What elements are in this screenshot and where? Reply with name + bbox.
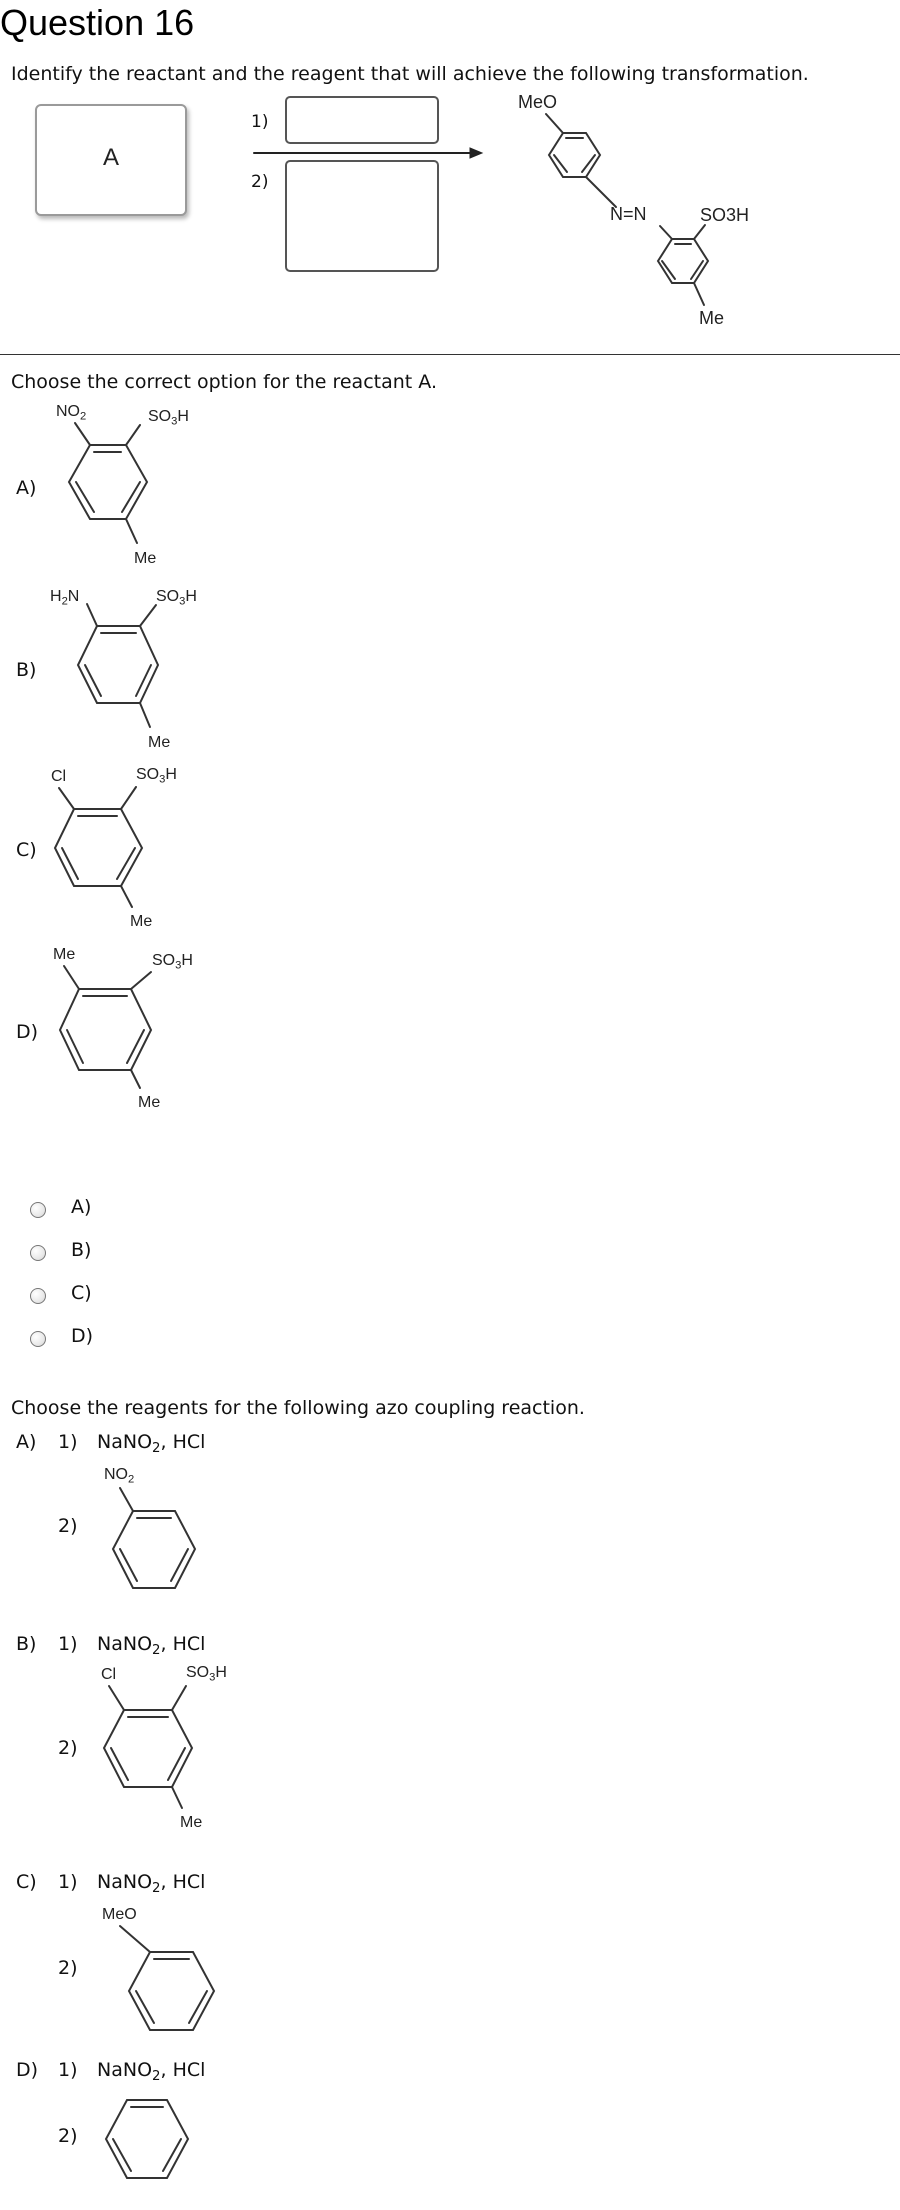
reagent-step-2-label: 2) [58,1737,78,1759]
option-d-benzene-ring [60,966,151,1088]
option-c-reagent-meo-label: MeO [102,1906,137,1923]
reagent-step-1-label: 1) [58,1633,78,1655]
option-a-substituent-label: $NO_2$ [56,403,87,423]
option-a-reagent-no2-label: $NO_2$ [104,1466,135,1486]
scheme-step-1-label: 1) [251,112,269,132]
product-azo-label: N=N [610,204,647,224]
reactant-label: A [102,144,119,171]
reaction-arrow [254,148,482,158]
option-b-benzene-ring [78,604,158,727]
option-c-benzene-ring [55,787,142,907]
option-c-so3h-label: $SO_3H$ [136,766,177,786]
reagent-option-label: A) [16,1431,37,1453]
product-me-label: Me [699,308,725,328]
section1-question: Choose the correct option for the reactant A. [11,371,437,393]
option-d-reagent-ring [106,2100,188,2178]
reagent-1-text: NaNO$_2$, HCl [97,1871,206,1896]
reagent-option-label: C) [16,1871,37,1893]
option-a-benzene-ring [69,423,147,543]
reactant-option-label: A) [16,477,37,499]
option-b-reagent-cl-label: Cl [101,1666,117,1683]
question-title: Question 16 [0,2,195,43]
question-prompt: Identify the reactant and the reagent that will achieve the following transformation. [11,63,809,85]
option-c-reagent-ring [120,1926,214,2030]
option-b-reagent-ring [104,1686,192,1808]
option-c-me-label: Me [130,913,153,930]
option-a-so3h-label: $SO_3H$ [148,408,189,428]
reagent-step-1-label: 1) [58,2059,78,2081]
option-a-me-label: Me [134,550,157,567]
reagent-option-label: D) [16,2059,39,2081]
reagent-step-2-label: 2) [58,2125,78,2147]
option-b-me-label: Me [148,734,171,751]
answer-radio-label[interactable]: D) [71,1325,94,1347]
reagent-1-text: NaNO$_2$, HCl [97,2059,206,2084]
reagent-option-label: B) [16,1633,37,1655]
reagent-1-text: NaNO$_2$, HCl [97,1431,206,1456]
reactant-option-label: C) [16,839,37,861]
reactant-option-label: D) [16,1021,39,1043]
option-d-me-label: Me [138,1094,161,1111]
option-c-substituent-label: Cl [51,768,67,785]
reagent-step-2-label: 2) [58,1957,78,1979]
answer-radio-label[interactable]: B) [71,1239,92,1261]
option-a-reagent-ring [113,1488,195,1588]
option-b-substituent-label: $H_2N$ [50,588,80,608]
answer-radio-label[interactable]: A) [71,1196,92,1218]
product-toluenesulfonic-ring [658,225,708,305]
option-d-substituent-label: Me [53,946,76,963]
answer-radio-label[interactable]: C) [71,1282,92,1304]
reagent-step-1-label: 1) [58,1871,78,1893]
reagent-step-1-label: 1) [58,1431,78,1453]
product-methoxyphenyl-ring [546,114,616,207]
reactant-option-label: B) [16,659,37,681]
reagent-step-2-label: 2) [58,1515,78,1537]
product-meo-label: MeO [518,92,558,112]
reagent-1-text: NaNO$_2$, HCl [97,1633,206,1658]
option-b-reagent-me-label: Me [180,1814,203,1831]
scheme-step-2-label: 2) [251,172,269,192]
product-so3h-label: SO3H [700,205,750,225]
option-b-so3h-label: $SO_3H$ [156,588,197,608]
option-b-reagent-so3h-label: $SO_3H$ [186,1664,227,1684]
section2-question: Choose the reagents for the following azo coupling reaction. [11,1397,585,1419]
option-d-so3h-label: $SO_3H$ [152,952,193,972]
